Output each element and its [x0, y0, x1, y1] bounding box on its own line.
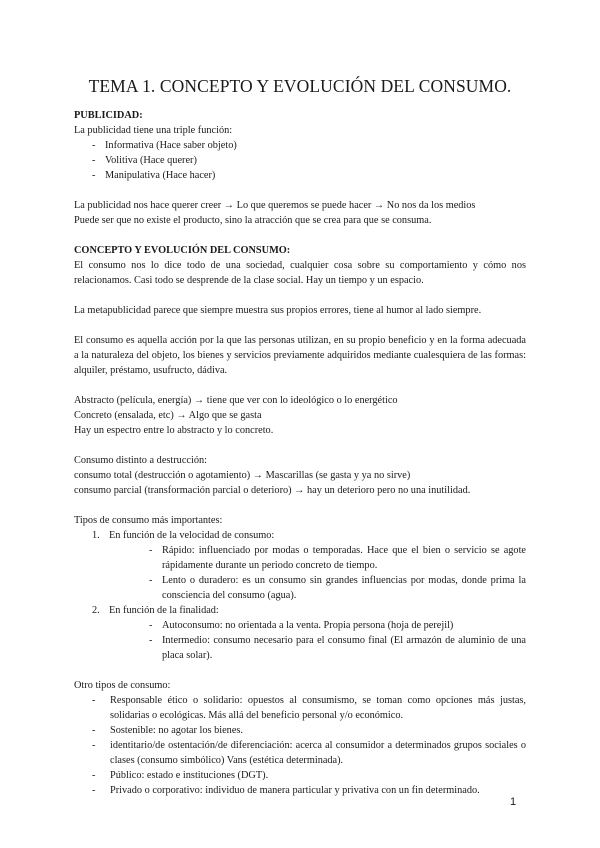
list-item: - Volitiva (Hace querer)	[74, 153, 526, 168]
espectro-line: Hay un espectro entre lo abstracto y lo concreto.	[74, 425, 274, 436]
velocidad-list	[74, 543, 526, 603]
group-label: En función de la finalidad:	[109, 605, 219, 616]
tipos-list	[74, 528, 526, 663]
publicidad-list	[74, 138, 526, 183]
list-item: - Manipulativa (Hace hacer)	[74, 168, 526, 183]
document-title: TEMA 1. CONCEPTO Y EVOLUCIÓN DEL CONSUMO.	[88, 76, 512, 96]
group-number: 2.	[92, 605, 100, 616]
publicidad-line-2: Puede ser que no existe el producto, sino la atracción que se crea para que se consuma.	[74, 215, 432, 226]
list-item: - identitario/de ostentación/de diferenciación: acerca al consumidor a determinados grupos sociales o clases (consumo simbólico) Vans (estética determinada).	[92, 738, 526, 768]
consumo-total-line: consumo total (destrucción o agotamiento) → Mascarillas (se gasta y ya no sirve)	[74, 470, 411, 481]
concepto-paragraph-2: La metapublicidad parece que siempre muestra sus propios errores, tiene al humor al lado siempre.	[74, 305, 482, 316]
consumo-parcial-line: consumo parcial (transformación parcial o deterioro) → hay un deterioro pero no una inutilidad.	[74, 485, 471, 496]
destruccion-intro: Consumo distinto a destrucción:	[74, 455, 207, 466]
tipos-group	[74, 528, 526, 603]
finalidad-list	[74, 618, 526, 663]
list-item: - Rápido: influenciado por modas o temporadas. Hace que el bien o servicio se agote rápidamente durante un periodo concreto de tiempo.	[74, 543, 526, 573]
list-item: - Sostenible: no agotar los bienes.	[92, 723, 526, 738]
otros-intro: Otro tipos de consumo:	[74, 680, 171, 691]
list-item: - Privado o corporativo: individuo de manera particular y privativa con un fin determinado.	[92, 783, 526, 798]
list-item: - Público: estado e instituciones (DGT).	[92, 768, 526, 783]
list-item: - Responsable ético o solidario: opuestos al consumismo, se toman como opciones más justas, solidarias o ecológicas. Más allá del beneficio personal y/o económico.	[92, 693, 526, 723]
concepto-paragraph-1: El consumo nos lo dice todo de una sociedad, cualquier cosa sobre su comportamiento y cómo nos relacionamos. Casi todo se desprende de la clase social. Hay un tiempo y un espacio.	[74, 260, 526, 286]
tipos-intro: Tipos de consumo más importantes:	[74, 515, 223, 526]
list-item: - Intermedio: consumo necesario para el consumo final (El armazón de aluminio de una placa solar).	[74, 633, 526, 663]
publicidad-heading: PUBLICIDAD:	[74, 110, 143, 121]
concreto-line: Concreto (ensalada, etc) → Algo que se gasta	[74, 410, 262, 421]
document-body	[74, 108, 526, 798]
abstracto-line: Abstracto (película, energía) → tiene que ver con lo ideológico o lo energético	[74, 395, 398, 406]
page-number: 1	[510, 796, 517, 808]
list-item: - Autoconsumo: no orientada a la venta. Propia persona (hoja de perejil)	[74, 618, 526, 633]
concepto-paragraph-3: El consumo es aquella acción por la que las personas utilizan, en su propio beneficio y en la forma adecuada a la naturaleza del objeto, los bienes y servicios previamente adquiridos mediante cualesquiera de las formas: alquiler, préstamo, usufructo, dádiva.	[74, 335, 526, 376]
concepto-heading: CONCEPTO Y EVOLUCIÓN DEL CONSUMO:	[74, 245, 291, 256]
tipos-group	[74, 603, 526, 663]
group-label: En función de la velocidad de consumo:	[109, 530, 275, 541]
otros-list	[92, 693, 526, 798]
publicidad-line-1: La publicidad nos hace querer creer → Lo que queremos se puede hacer → No nos da los medios	[74, 200, 476, 211]
list-item: - Informativa (Hace saber objeto)	[74, 138, 526, 153]
publicidad-intro: La publicidad tiene una triple función:	[74, 125, 233, 136]
list-item: - Lento o duradero: es un consumo sin grandes influencias por modas, donde prima la consciencia del consumo (agua).	[74, 573, 526, 603]
group-number: 1.	[92, 530, 100, 541]
